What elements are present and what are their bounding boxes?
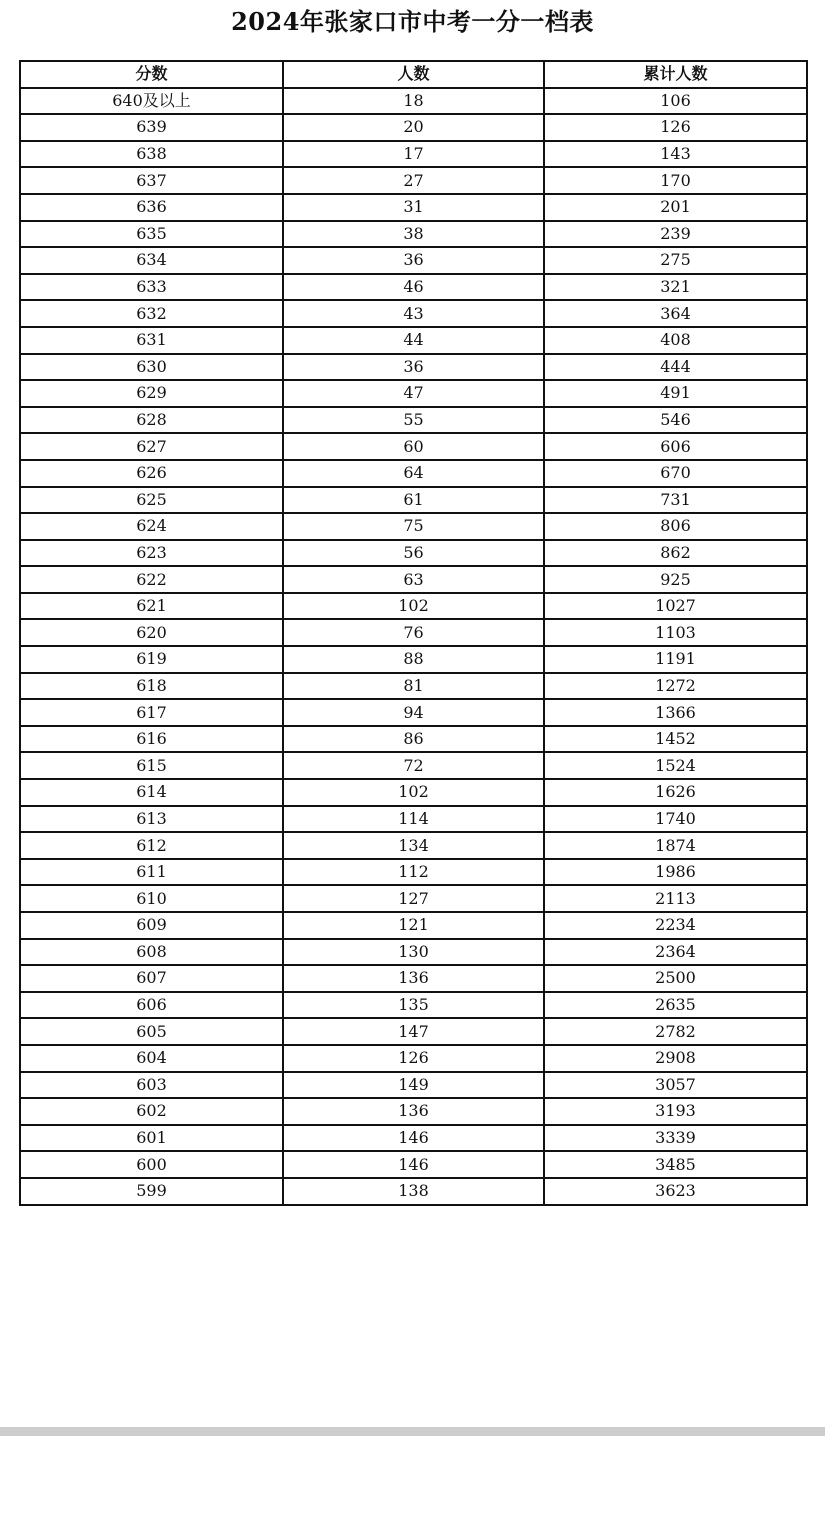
cell-cumulative: 2782	[544, 1018, 807, 1045]
cell-cumulative: 1027	[544, 593, 807, 620]
cell-cumulative: 444	[544, 354, 807, 381]
cell-cumulative: 806	[544, 513, 807, 540]
cell-score: 605	[20, 1018, 283, 1045]
cell-cumulative: 321	[544, 274, 807, 301]
table-row	[20, 433, 807, 460]
table-row	[20, 513, 807, 540]
cell-score: 634	[20, 247, 283, 274]
cell-cumulative: 1874	[544, 832, 807, 859]
cell-cumulative: 862	[544, 540, 807, 567]
cell-score: 599	[20, 1178, 283, 1205]
cell-score: 633	[20, 274, 283, 301]
cell-cumulative: 1191	[544, 646, 807, 673]
table-row	[20, 752, 807, 779]
cell-count: 149	[283, 1072, 544, 1099]
cell-count: 31	[283, 194, 544, 221]
cell-cumulative: 170	[544, 167, 807, 194]
cell-count: 47	[283, 380, 544, 407]
cell-count: 112	[283, 859, 544, 886]
cell-cumulative: 364	[544, 300, 807, 327]
cell-score: 640及以上	[20, 88, 283, 115]
table-row	[20, 274, 807, 301]
cell-score: 613	[20, 806, 283, 833]
table-row	[20, 992, 807, 1019]
table-header	[20, 61, 807, 88]
cell-score: 609	[20, 912, 283, 939]
cell-cumulative: 239	[544, 221, 807, 248]
cell-cumulative: 2364	[544, 939, 807, 966]
table-row	[20, 1151, 807, 1178]
table-row	[20, 1098, 807, 1125]
table-row	[20, 1178, 807, 1205]
cell-cumulative: 2113	[544, 885, 807, 912]
cell-count: 130	[283, 939, 544, 966]
cell-cumulative: 1272	[544, 673, 807, 700]
table-row	[20, 832, 807, 859]
table-row	[20, 965, 807, 992]
table-row	[20, 912, 807, 939]
cell-score: 635	[20, 221, 283, 248]
cell-count: 81	[283, 673, 544, 700]
cell-score: 616	[20, 726, 283, 753]
cell-score: 638	[20, 141, 283, 168]
cell-count: 36	[283, 354, 544, 381]
cell-score: 637	[20, 167, 283, 194]
table-row	[20, 407, 807, 434]
table-row	[20, 779, 807, 806]
table-row	[20, 88, 807, 115]
cell-score: 629	[20, 380, 283, 407]
table-row	[20, 540, 807, 567]
table-row	[20, 167, 807, 194]
cell-cumulative: 126	[544, 114, 807, 141]
cell-cumulative: 546	[544, 407, 807, 434]
cell-score: 608	[20, 939, 283, 966]
cell-count: 121	[283, 912, 544, 939]
table-row	[20, 699, 807, 726]
cell-score: 615	[20, 752, 283, 779]
header-row	[20, 61, 807, 88]
cell-score: 622	[20, 566, 283, 593]
cell-score: 611	[20, 859, 283, 886]
cell-score: 631	[20, 327, 283, 354]
table-row	[20, 141, 807, 168]
cell-count: 114	[283, 806, 544, 833]
cell-count: 102	[283, 779, 544, 806]
cell-score: 621	[20, 593, 283, 620]
cell-cumulative: 2500	[544, 965, 807, 992]
table-row	[20, 885, 807, 912]
cell-count: 138	[283, 1178, 544, 1205]
cell-score: 619	[20, 646, 283, 673]
page-title: 2024年张家口市中考一分一档表	[231, 7, 594, 36]
cell-cumulative: 408	[544, 327, 807, 354]
cell-count: 134	[283, 832, 544, 859]
cell-cumulative: 606	[544, 433, 807, 460]
cell-cumulative: 2908	[544, 1045, 807, 1072]
cell-score: 610	[20, 885, 283, 912]
cell-count: 146	[283, 1125, 544, 1152]
column-header-cumulative: 累计人数	[544, 61, 807, 88]
cell-count: 146	[283, 1151, 544, 1178]
cell-count: 18	[283, 88, 544, 115]
table-row	[20, 460, 807, 487]
table-row	[20, 221, 807, 248]
cell-count: 36	[283, 247, 544, 274]
cell-count: 72	[283, 752, 544, 779]
cell-count: 27	[283, 167, 544, 194]
cell-cumulative: 3485	[544, 1151, 807, 1178]
cell-cumulative: 3193	[544, 1098, 807, 1125]
table-row	[20, 1125, 807, 1152]
cell-cumulative: 275	[544, 247, 807, 274]
column-header-score: 分数	[20, 61, 283, 88]
cell-count: 17	[283, 141, 544, 168]
table-body	[20, 88, 807, 1205]
cell-count: 46	[283, 274, 544, 301]
cell-score: 639	[20, 114, 283, 141]
table-row	[20, 593, 807, 620]
cell-count: 135	[283, 992, 544, 1019]
cell-score: 612	[20, 832, 283, 859]
cell-cumulative: 491	[544, 380, 807, 407]
cell-cumulative: 1986	[544, 859, 807, 886]
cell-count: 86	[283, 726, 544, 753]
cell-count: 43	[283, 300, 544, 327]
cell-count: 136	[283, 965, 544, 992]
cell-cumulative: 1366	[544, 699, 807, 726]
cell-count: 76	[283, 619, 544, 646]
cell-count: 55	[283, 407, 544, 434]
cell-cumulative: 106	[544, 88, 807, 115]
cell-score: 618	[20, 673, 283, 700]
table-row	[20, 194, 807, 221]
bottom-divider	[0, 1427, 825, 1436]
cell-score: 628	[20, 407, 283, 434]
cell-score: 626	[20, 460, 283, 487]
table-row	[20, 806, 807, 833]
table-row	[20, 1045, 807, 1072]
cell-cumulative: 1740	[544, 806, 807, 833]
column-header-count: 人数	[283, 61, 544, 88]
cell-score: 623	[20, 540, 283, 567]
cell-count: 127	[283, 885, 544, 912]
cell-count: 64	[283, 460, 544, 487]
cell-score: 617	[20, 699, 283, 726]
cell-score: 632	[20, 300, 283, 327]
cell-count: 61	[283, 487, 544, 514]
cell-count: 147	[283, 1018, 544, 1045]
cell-score: 630	[20, 354, 283, 381]
table-row	[20, 646, 807, 673]
cell-cumulative: 1103	[544, 619, 807, 646]
table-row	[20, 354, 807, 381]
cell-cumulative: 3339	[544, 1125, 807, 1152]
table-row	[20, 247, 807, 274]
cell-score: 606	[20, 992, 283, 1019]
cell-count: 44	[283, 327, 544, 354]
cell-count: 136	[283, 1098, 544, 1125]
score-table	[19, 60, 808, 1206]
cell-cumulative: 1524	[544, 752, 807, 779]
cell-cumulative: 3057	[544, 1072, 807, 1099]
cell-cumulative: 925	[544, 566, 807, 593]
table-row	[20, 726, 807, 753]
cell-cumulative: 1452	[544, 726, 807, 753]
cell-cumulative: 143	[544, 141, 807, 168]
table-row	[20, 380, 807, 407]
cell-score: 627	[20, 433, 283, 460]
table-row	[20, 619, 807, 646]
cell-score: 602	[20, 1098, 283, 1125]
cell-count: 126	[283, 1045, 544, 1072]
cell-score: 607	[20, 965, 283, 992]
table-row	[20, 673, 807, 700]
table-row	[20, 566, 807, 593]
cell-count: 38	[283, 221, 544, 248]
cell-score: 600	[20, 1151, 283, 1178]
cell-count: 75	[283, 513, 544, 540]
cell-score: 636	[20, 194, 283, 221]
table-row	[20, 939, 807, 966]
table-row	[20, 859, 807, 886]
cell-score: 603	[20, 1072, 283, 1099]
cell-cumulative: 731	[544, 487, 807, 514]
cell-score: 625	[20, 487, 283, 514]
cell-count: 56	[283, 540, 544, 567]
cell-count: 94	[283, 699, 544, 726]
cell-cumulative: 2635	[544, 992, 807, 1019]
cell-score: 604	[20, 1045, 283, 1072]
cell-cumulative: 670	[544, 460, 807, 487]
cell-score: 620	[20, 619, 283, 646]
table-row	[20, 300, 807, 327]
cell-cumulative: 3623	[544, 1178, 807, 1205]
cell-count: 63	[283, 566, 544, 593]
cell-count: 88	[283, 646, 544, 673]
cell-cumulative: 1626	[544, 779, 807, 806]
cell-score: 601	[20, 1125, 283, 1152]
cell-score: 624	[20, 513, 283, 540]
cell-cumulative: 2234	[544, 912, 807, 939]
cell-count: 102	[283, 593, 544, 620]
table-row	[20, 1018, 807, 1045]
cell-count: 20	[283, 114, 544, 141]
cell-score: 614	[20, 779, 283, 806]
cell-cumulative: 201	[544, 194, 807, 221]
table-row	[20, 327, 807, 354]
table-row	[20, 114, 807, 141]
table-row	[20, 1072, 807, 1099]
cell-count: 60	[283, 433, 544, 460]
table-row	[20, 487, 807, 514]
